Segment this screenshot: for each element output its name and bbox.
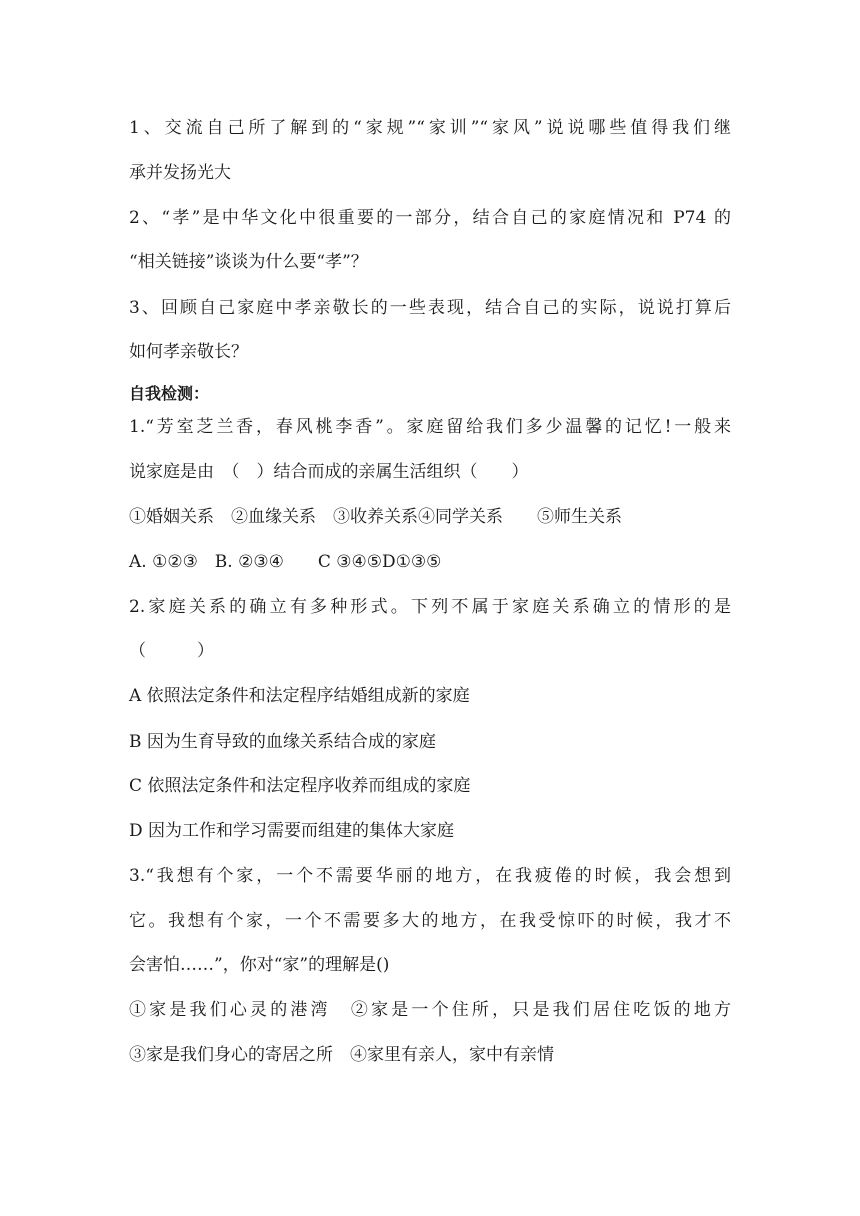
discussion-q3-line2: 如何孝亲敬长？ [129, 342, 248, 362]
self-check-q2-option-d: D 因为工作和学习需要而组建的集体大家庭 [129, 821, 455, 841]
self-check-q2-stem-line2: （ ） [129, 641, 214, 661]
self-check-q1-options: ①婚姻关系 ②血缘关系 ③收养关系④同学关系 ⑤师生关系 [129, 507, 622, 527]
self-check-heading: 自我检测： [129, 384, 210, 403]
self-check-q3-stem-line1: 3.“我想有个家，一个不需要华丽的地方，在我疲倦的时候，我会想到 [129, 866, 731, 886]
discussion-q3-line1: 3、回顾自己家庭中孝亲敬长的一些表现，结合自己的实际，说说打算后 [129, 298, 731, 318]
self-check-q2-stem-line1: 2.家庭关系的确立有多种形式。下列不属于家庭关系确立的情形的是 [129, 597, 731, 617]
self-check-q1-stem-line2: 说家庭是由 （ ）结合而成的亲属生活组织（ ） [129, 462, 529, 482]
self-check-q3-options-line1: ①家是我们心灵的港湾 ②家是一个住所，只是我们居住吃饭的地方 [129, 1000, 731, 1020]
self-check-q3-options-line2: ③家是我们身心的寄居之所 ④家里有亲人，家中有亲情 [129, 1045, 554, 1065]
discussion-q2-line1: 2、“孝”是中华文化中很重要的一部分，结合自己的家庭情况和 P74 的 [129, 208, 731, 228]
self-check-q2-option-b: B 因为生育导致的血缘关系结合成的家庭 [129, 732, 436, 752]
discussion-q1-line1: 1、交流自己所了解到的“家规”“家训”“家风”说说哪些值得我们继 [129, 118, 731, 138]
self-check-q1-answers: A. ①②③ B. ②③④ C ③④⑤D①③⑤ [129, 552, 442, 572]
self-check-q2-option-c: C 依照法定条件和法定程序收养而组成的家庭 [129, 776, 471, 796]
self-check-q3-stem-line3: 会害怕……”，你对“家”的理解是() [129, 955, 390, 975]
self-check-q3-stem-line2: 它。我想有个家，一个不需要多大的地方，在我受惊吓的时候，我才不 [129, 911, 731, 931]
discussion-q1-line2: 承并发扬光大 [129, 163, 231, 183]
discussion-q2-line2: “相关链接”谈谈为什么要“孝”？ [129, 252, 368, 272]
self-check-q1-stem-line1: 1.“芳室芝兰香，春风桃李香”。家庭留给我们多少温馨的记忆!一般来 [129, 417, 731, 437]
self-check-q2-option-a: A 依照法定条件和法定程序结婚组成新的家庭 [129, 686, 470, 706]
